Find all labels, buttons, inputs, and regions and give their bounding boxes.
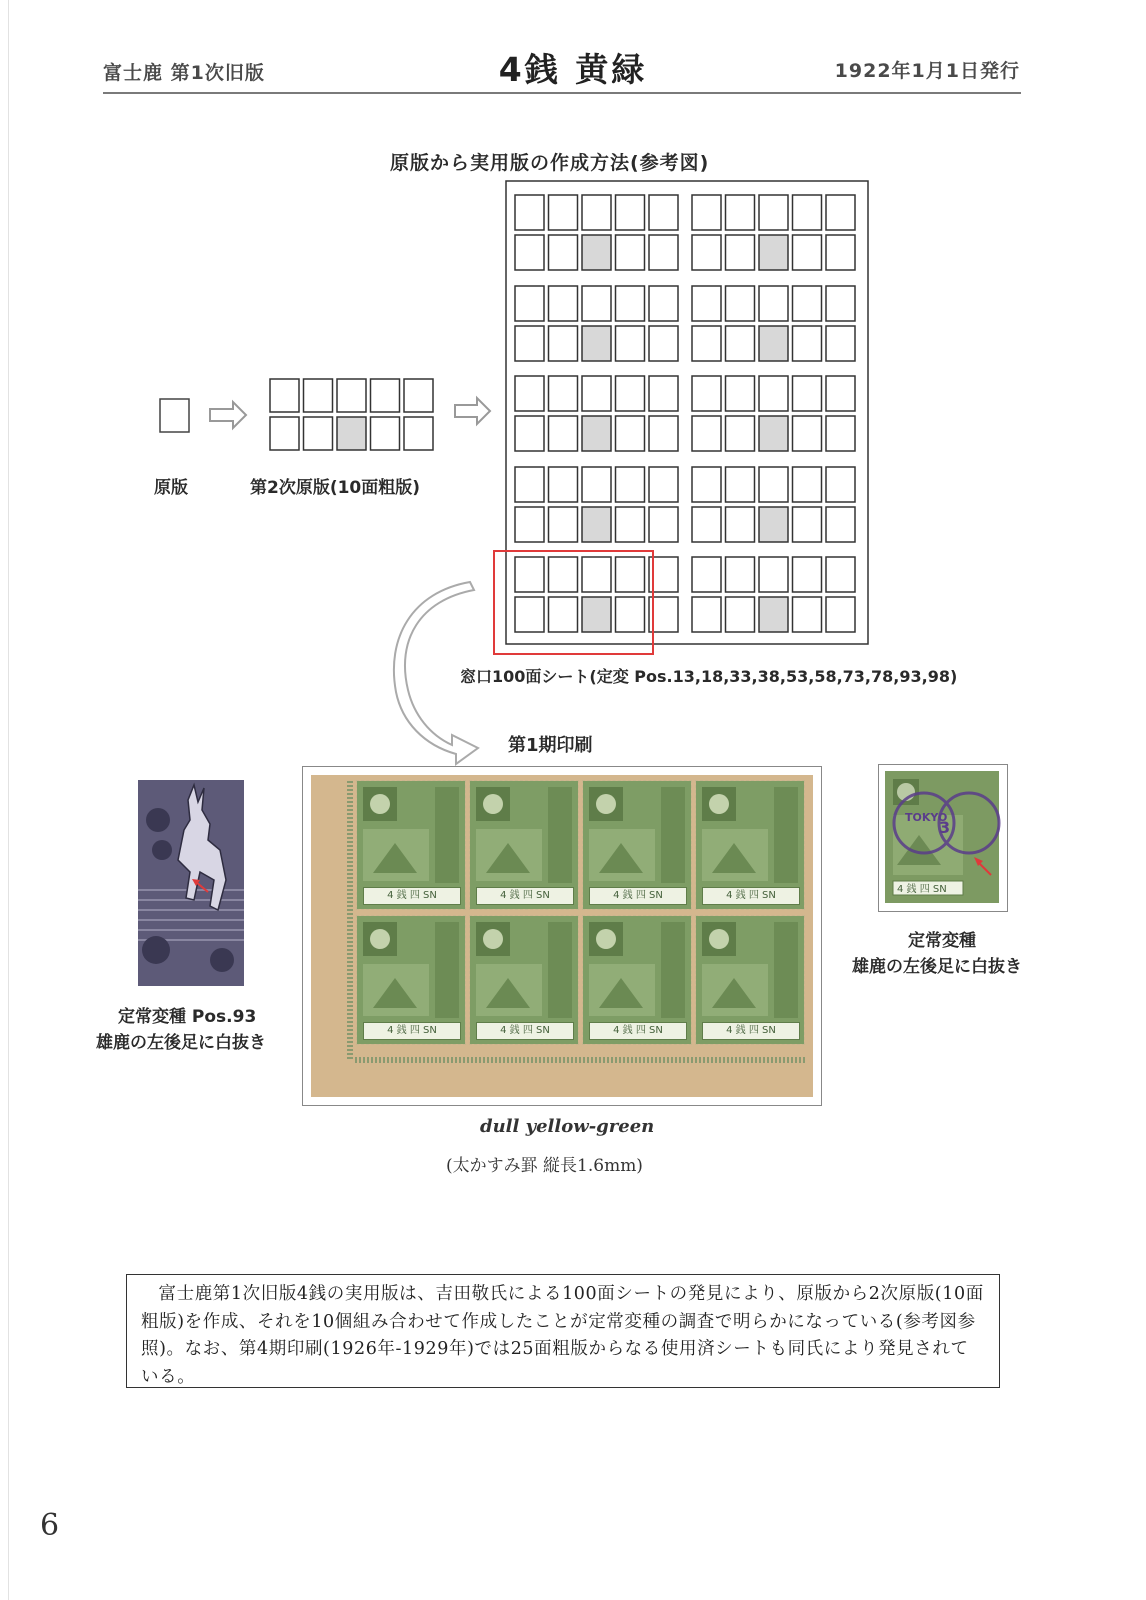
- sheet-cell: [616, 416, 645, 451]
- sheet-cell: [649, 235, 678, 270]
- printing-title: 第1期印刷: [508, 735, 593, 756]
- sheet-cell: [793, 235, 822, 270]
- stamp-emblem-icon: [363, 787, 397, 821]
- sheet-cell: [616, 467, 645, 502]
- sheet-cell: [649, 376, 678, 411]
- sheet-cell: [692, 507, 721, 542]
- sheet-cell: [759, 467, 788, 502]
- stamp-block-frame: [302, 766, 822, 1106]
- sheet-cell: [582, 326, 611, 361]
- header-series: 富士鹿 第1次旧版: [103, 62, 265, 84]
- original-plate-label: 原版: [154, 478, 188, 498]
- stamp-denomination: 4 銭 四 SN: [476, 887, 574, 905]
- sheet-cell: [515, 326, 544, 361]
- arrow-right-icon: [210, 402, 246, 428]
- frame-line-note: (太かすみ罫 縦長1.6mm): [446, 1156, 643, 1176]
- secondary-plate-cell: [304, 417, 333, 450]
- stamp-denomination: 4 銭 四 SN: [363, 1022, 461, 1040]
- sheet-cell: [726, 467, 755, 502]
- sheet-cell: [759, 507, 788, 542]
- stamp-emblem-icon: [589, 787, 623, 821]
- sheet-cell: [759, 557, 788, 592]
- sheet-cell: [726, 235, 755, 270]
- stamp-emblem-icon: [476, 787, 510, 821]
- description-box: 富士鹿第1次旧版4銭の実用版は、吉田敬氏による100面シートの発見により、原版から2次原版(10面粗版)を作成、それを10個組み合わせて作成したことが定常変種の調査で明らかになっている(参考図参照)。なお、第4期印刷(1926年-1929年)では25面粗版からなる使用済シートも同氏により発見されている。: [126, 1274, 1000, 1388]
- margin-rule-vertical: [347, 781, 353, 1061]
- sheet-cell: [582, 376, 611, 411]
- stamp-side-panel: [548, 922, 572, 1018]
- right-detail-line1: 定常変種: [908, 931, 976, 951]
- svg-text:TOKYO: TOKYO: [905, 811, 948, 824]
- stamp-side-panel: [435, 787, 459, 883]
- secondary-plate-cell: [371, 417, 400, 450]
- sheet-cell: [793, 416, 822, 451]
- sheet-cell: [549, 326, 578, 361]
- sheet-cell: [549, 195, 578, 230]
- stamp: [696, 916, 804, 1044]
- stamp-mountain-scene: [363, 829, 429, 881]
- sheet-cell: [726, 597, 755, 632]
- sheet-cell: [692, 235, 721, 270]
- sheet-cell: [692, 195, 721, 230]
- svg-text:4 銭 四 SN: 4 銭 四 SN: [897, 884, 947, 895]
- stamp-mountain-scene: [702, 964, 768, 1016]
- stamp-emblem-icon: [702, 922, 736, 956]
- stamp-mountain-scene: [702, 829, 768, 881]
- sheet-cell: [726, 286, 755, 321]
- sheet-cell: [649, 467, 678, 502]
- stamp: [696, 781, 804, 909]
- sheet-cell: [549, 557, 578, 592]
- sheet-cell: [616, 235, 645, 270]
- sheet-cell: [649, 507, 678, 542]
- secondary-plate-cell: [371, 379, 400, 412]
- stamp-emblem-icon: [476, 922, 510, 956]
- sheet-cell: [826, 286, 855, 321]
- sheet-cell: [692, 467, 721, 502]
- stamp-denomination: 4 銭 四 SN: [363, 887, 461, 905]
- sheet-cell: [515, 467, 544, 502]
- sheet-cell: [616, 597, 645, 632]
- arrow-right-icon: [455, 398, 490, 424]
- sheet-cell: [549, 597, 578, 632]
- stamp-mountain-scene: [589, 964, 655, 1016]
- stamp-side-panel: [435, 922, 459, 1018]
- sheet-cell: [826, 235, 855, 270]
- original-plate-cell: [160, 399, 189, 432]
- stamp: [470, 781, 578, 909]
- diagram-title: 原版から実用版の作成方法(参考図): [390, 152, 710, 174]
- sheet-cell: [793, 467, 822, 502]
- sheet-cell: [582, 286, 611, 321]
- left-detail-image: [138, 780, 244, 986]
- sheet-cell: [692, 557, 721, 592]
- plate-diagram: [0, 0, 1146, 780]
- sheet-cell: [582, 195, 611, 230]
- stamp-side-panel: [548, 787, 572, 883]
- stamp-denomination: 4 銭 四 SN: [589, 887, 687, 905]
- sheet-cell: [549, 467, 578, 502]
- stamp: [583, 916, 691, 1044]
- page-number: 6: [40, 1508, 60, 1543]
- secondary-plate-cell: [404, 379, 433, 412]
- sheet-cell: [649, 416, 678, 451]
- sheet-cell: [726, 195, 755, 230]
- svg-text:3: 3: [939, 818, 951, 837]
- stamp-emblem-icon: [589, 922, 623, 956]
- sheet-cell: [582, 467, 611, 502]
- sheet-cell: [826, 376, 855, 411]
- sheet-cell: [582, 235, 611, 270]
- sheet-cell: [793, 286, 822, 321]
- sheet-cell: [515, 376, 544, 411]
- sheet-cell: [582, 557, 611, 592]
- sheet-cell: [549, 376, 578, 411]
- sheet-cell: [759, 235, 788, 270]
- sheet-cell: [793, 597, 822, 632]
- sheet-cell: [616, 286, 645, 321]
- sheet-cell: [582, 507, 611, 542]
- deer-detail-illustration: [138, 780, 244, 986]
- used-stamp-frame: [878, 764, 1008, 912]
- stamp-side-panel: [774, 922, 798, 1018]
- stamp: [357, 916, 465, 1044]
- sheet-cell: [826, 326, 855, 361]
- sheet-cell: [515, 286, 544, 321]
- sheet-cell: [759, 416, 788, 451]
- sheet-cell: [515, 597, 544, 632]
- sheet-cell: [549, 416, 578, 451]
- sheet-cell: [793, 376, 822, 411]
- sheet-cell: [616, 376, 645, 411]
- right-detail-line2: 雄鹿の左後足に白抜き: [852, 957, 1022, 977]
- sheet-cell: [549, 286, 578, 321]
- stamp: [583, 781, 691, 909]
- sheet-cell: [616, 557, 645, 592]
- stamp-side-panel: [774, 787, 798, 883]
- left-detail-line1: 定常変種 Pos.93: [118, 1007, 257, 1027]
- secondary-plate-label: 第2次原版(10面粗版): [250, 478, 421, 498]
- stamp-emblem-icon: [363, 922, 397, 956]
- secondary-plate: [270, 379, 433, 450]
- sheet-cell: [726, 326, 755, 361]
- issue-date: 1922年1月1日発行: [834, 60, 1020, 82]
- stamp-mountain-scene: [363, 964, 429, 1016]
- sheet-cell: [793, 507, 822, 542]
- sheet-cell: [515, 195, 544, 230]
- sheet-cell: [649, 195, 678, 230]
- secondary-plate-cell: [337, 379, 366, 412]
- sheet-cell: [726, 416, 755, 451]
- sheet-cell: [826, 467, 855, 502]
- sheet-caption: 窓口100面シート(定変 Pos.13,18,33,38,53,58,73,78,93,98): [460, 667, 958, 686]
- secondary-plate-cell: [270, 379, 299, 412]
- secondary-plate-cell: [337, 417, 366, 450]
- sheet-cell: [549, 235, 578, 270]
- sheet-cell: [826, 195, 855, 230]
- sheet-cell: [826, 507, 855, 542]
- sheet-cell: [826, 557, 855, 592]
- sheet-cell: [759, 326, 788, 361]
- sheet-cell: [582, 416, 611, 451]
- left-detail-line2: 雄鹿の左後足に白抜き: [96, 1033, 266, 1053]
- sheet-cell: [692, 376, 721, 411]
- sheet-cell: [793, 195, 822, 230]
- sheet-cell: [826, 416, 855, 451]
- stamp: [357, 781, 465, 909]
- sheet-cell: [692, 597, 721, 632]
- stamp-side-panel: [661, 922, 685, 1018]
- sheet-cell: [616, 507, 645, 542]
- sheet-cell: [759, 286, 788, 321]
- sheet-cell: [759, 195, 788, 230]
- sheet-cell: [826, 597, 855, 632]
- sheet-cell: [582, 597, 611, 632]
- sheet-cell: [793, 326, 822, 361]
- sheet-cell: [515, 507, 544, 542]
- margin-rule-horizontal: [355, 1057, 807, 1063]
- sheet-cell: [515, 557, 544, 592]
- stamp-mountain-scene: [476, 829, 542, 881]
- sheet-cell: [726, 376, 755, 411]
- sheet-cell: [616, 326, 645, 361]
- sheet-cell: [515, 416, 544, 451]
- stamp-grid: [357, 781, 809, 1051]
- stamp-mountain-scene: [476, 964, 542, 1016]
- sheet-cell: [692, 416, 721, 451]
- secondary-plate-cell: [270, 417, 299, 450]
- stamp-denomination: 4 銭 四 SN: [476, 1022, 574, 1040]
- sheet-cell: [692, 326, 721, 361]
- stamp-emblem-icon: [702, 787, 736, 821]
- stamp-mountain-scene: [589, 829, 655, 881]
- stamp-denomination: 4 銭 四 SN: [589, 1022, 687, 1040]
- sheet-cell: [793, 557, 822, 592]
- sheet-cell: [692, 286, 721, 321]
- stamp: [470, 916, 578, 1044]
- used-stamp-image: [879, 765, 1005, 909]
- color-name: dull yellow-green: [480, 1116, 655, 1137]
- sheet-cell: [759, 376, 788, 411]
- sheet-cell: [649, 286, 678, 321]
- stamp-denomination: 4 銭 四 SN: [702, 887, 800, 905]
- sheet-cell: [616, 195, 645, 230]
- sheet-cell: [726, 557, 755, 592]
- sheet-cell: [549, 507, 578, 542]
- sheet-cell: [759, 597, 788, 632]
- page-title: 4銭 黄緑: [498, 50, 648, 89]
- stamp-side-panel: [661, 787, 685, 883]
- stamp-denomination: 4 銭 四 SN: [702, 1022, 800, 1040]
- secondary-plate-cell: [304, 379, 333, 412]
- secondary-plate-cell: [404, 417, 433, 450]
- sheet-cell: [726, 507, 755, 542]
- sheet-cell: [649, 326, 678, 361]
- sheet-cell: [515, 235, 544, 270]
